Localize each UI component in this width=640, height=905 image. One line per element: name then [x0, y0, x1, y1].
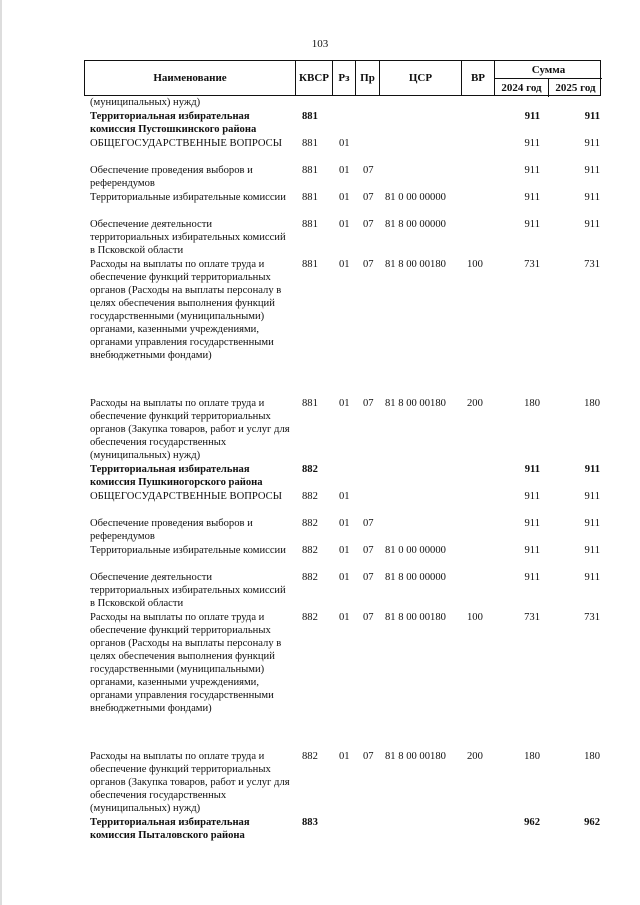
row-sum-2025: 911 — [584, 518, 600, 529]
row-sum-2024: 180 — [524, 751, 540, 762]
row-name: Расходы на выплаты по оплате труда и обеспечение функций территориальных органов (Расходы на выплаты персоналу в целях обеспечения выполнения функций государственными (муниципальными) органами, казенными учреждениями, органами управления государственными внебюджетными фондами) — [90, 259, 282, 361]
row-name: Расходы на выплаты по оплате труда и обеспечение функций территориальных органов (Закупка товаров, работ и услуг для обеспечения государственных (муниципальных) нужд) — [90, 398, 290, 461]
row-csr: 81 8 00 00180 — [385, 259, 446, 270]
row-kvsr: 882 — [302, 612, 318, 623]
row-sum-2024: 731 — [524, 259, 540, 270]
row-vr: 100 — [467, 259, 483, 270]
row-sum-2025: 731 — [584, 259, 600, 270]
row-vr: 100 — [467, 612, 483, 623]
table-row — [84, 96, 604, 110]
row-csr: 81 8 00 00000 — [385, 219, 446, 230]
row-name: ОБЩЕГОСУДАРСТВЕННЫЕ ВОПРОСЫ — [90, 138, 282, 149]
table-header — [84, 60, 601, 96]
row-csr: 81 8 00 00180 — [385, 398, 446, 409]
table-body — [84, 96, 604, 843]
table-row — [84, 463, 604, 490]
row-pr: 07 — [363, 545, 374, 556]
row-name: Обеспечение деятельности территориальных избирательных комиссий в Псковской области — [90, 572, 286, 609]
row-sum-2024: 911 — [524, 572, 540, 583]
row-kvsr: 882 — [302, 545, 318, 556]
row-kvsr: 882 — [302, 518, 318, 529]
row-name: ОБЩЕГОСУДАРСТВЕННЫЕ ВОПРОСЫ — [90, 491, 282, 502]
table-row — [84, 490, 604, 517]
row-name: Расходы на выплаты по оплате труда и обеспечение функций территориальных органов (Расходы на выплаты персоналу в целях обеспечения выполнения функций государственными (муниципальными) органами, казенными учреждениями, органами управления государственными внебюджетными фондами) — [90, 612, 282, 714]
table-row — [84, 137, 604, 164]
row-pr: 07 — [363, 219, 374, 230]
row-sum-2025: 911 — [584, 165, 600, 176]
row-name: Обеспечение проведения выборов и референдумов — [90, 165, 253, 189]
row-pr: 07 — [363, 192, 374, 203]
row-sum-2024: 911 — [524, 491, 540, 502]
row-kvsr: 882 — [302, 464, 318, 475]
row-kvsr: 881 — [302, 398, 318, 409]
row-sum-2024: 911 — [524, 138, 540, 149]
row-name: Обеспечение деятельности территориальных избирательных комиссий в Псковской области — [90, 219, 286, 256]
row-sum-2025: 962 — [584, 817, 600, 828]
header-year-2024: 2024 год — [495, 79, 549, 97]
table-row — [84, 571, 604, 611]
row-rz: 01 — [339, 572, 350, 583]
row-kvsr: 882 — [302, 751, 318, 762]
row-csr: 81 0 00 00000 — [385, 545, 446, 556]
row-rz: 01 — [339, 612, 350, 623]
row-kvsr: 881 — [302, 165, 318, 176]
row-sum-2025: 180 — [584, 398, 600, 409]
row-rz: 01 — [339, 398, 350, 409]
row-rz: 01 — [339, 491, 350, 502]
header-pr: Пр — [356, 61, 380, 95]
table-row — [84, 544, 604, 571]
row-sum-2024: 180 — [524, 398, 540, 409]
table-row — [84, 816, 604, 843]
row-pr: 07 — [363, 259, 374, 270]
row-rz: 01 — [339, 751, 350, 762]
table-row — [84, 611, 604, 750]
table-row — [84, 191, 604, 218]
row-rz: 01 — [339, 192, 350, 203]
header-csr: ЦСР — [380, 61, 462, 95]
row-rz: 01 — [339, 165, 350, 176]
row-name: Территориальная избирательная комиссия Пустошкинского района — [90, 111, 257, 135]
table-row — [84, 397, 604, 463]
row-name: Территориальные избирательные комиссии — [90, 192, 286, 203]
header-vr: ВР — [462, 61, 495, 95]
row-sum-2024: 911 — [524, 464, 540, 475]
header-year-2025: 2025 год — [555, 82, 596, 94]
row-rz: 01 — [339, 518, 350, 529]
row-kvsr: 882 — [302, 572, 318, 583]
row-sum-2024: 911 — [524, 518, 540, 529]
row-pr: 07 — [363, 165, 374, 176]
row-sum-2025: 911 — [584, 491, 600, 502]
row-sum-2025: 911 — [584, 219, 600, 230]
row-sum-2024: 911 — [524, 545, 540, 556]
row-name: Обеспечение проведения выборов и референдумов — [90, 518, 253, 542]
row-sum-2025: 911 — [584, 464, 600, 475]
row-kvsr: 883 — [302, 817, 318, 828]
row-kvsr: 881 — [302, 259, 318, 270]
row-rz: 01 — [339, 138, 350, 149]
row-sum-2024: 911 — [524, 111, 540, 122]
row-kvsr: 881 — [302, 138, 318, 149]
row-pr: 07 — [363, 398, 374, 409]
table-row — [84, 218, 604, 258]
header-rz: Рз — [333, 61, 356, 95]
row-sum-2025: 911 — [584, 572, 600, 583]
header-name: Наименование — [85, 61, 296, 95]
row-sum-2024: 731 — [524, 612, 540, 623]
row-name: Территориальная избирательная комиссия Пушкиногорского района — [90, 464, 263, 488]
header-kvsr: КВСР — [296, 61, 333, 95]
row-name: Территориальная избирательная комиссия Пыталовского района — [90, 817, 250, 841]
row-name: Территориальные избирательные комиссии — [90, 545, 286, 556]
row-sum-2025: 731 — [584, 612, 600, 623]
row-rz: 01 — [339, 259, 350, 270]
row-sum-2024: 911 — [524, 165, 540, 176]
row-kvsr: 881 — [302, 111, 318, 122]
row-rz: 01 — [339, 545, 350, 556]
row-kvsr: 881 — [302, 219, 318, 230]
row-pr: 07 — [363, 572, 374, 583]
row-sum-2025: 911 — [584, 545, 600, 556]
row-sum-2025: 911 — [584, 138, 600, 149]
table-row — [84, 517, 604, 544]
row-vr: 200 — [467, 398, 483, 409]
row-csr: 81 8 00 00000 — [385, 572, 446, 583]
row-vr: 200 — [467, 751, 483, 762]
table-row — [84, 164, 604, 191]
row-pr: 07 — [363, 751, 374, 762]
row-rz: 01 — [339, 219, 350, 230]
row-csr: 81 0 00 00000 — [385, 192, 446, 203]
row-sum-2025: 180 — [584, 751, 600, 762]
row-sum-2024: 911 — [524, 219, 540, 230]
row-kvsr: 881 — [302, 192, 318, 203]
row-pr: 07 — [363, 612, 374, 623]
row-sum-2025: 911 — [584, 111, 600, 122]
row-csr: 81 8 00 00180 — [385, 751, 446, 762]
row-sum-2024: 962 — [524, 817, 540, 828]
header-sum: Сумма — [495, 61, 602, 79]
table-row — [84, 258, 604, 397]
scan-edge — [0, 0, 2, 905]
row-name: Расходы на выплаты по оплате труда и обеспечение функций территориальных органов (Закупка товаров, работ и услуг для обеспечения государственных (муниципальных) нужд) — [90, 751, 290, 814]
table-row — [84, 110, 604, 137]
page-number: 103 — [311, 38, 329, 50]
row-pr: 07 — [363, 518, 374, 529]
row-sum-2024: 911 — [524, 192, 540, 203]
row-csr: 81 8 00 00180 — [385, 612, 446, 623]
row-kvsr: 882 — [302, 491, 318, 502]
row-name: (муниципальных) нужд) — [90, 97, 201, 108]
row-sum-2025: 911 — [584, 192, 600, 203]
table-row — [84, 750, 604, 816]
